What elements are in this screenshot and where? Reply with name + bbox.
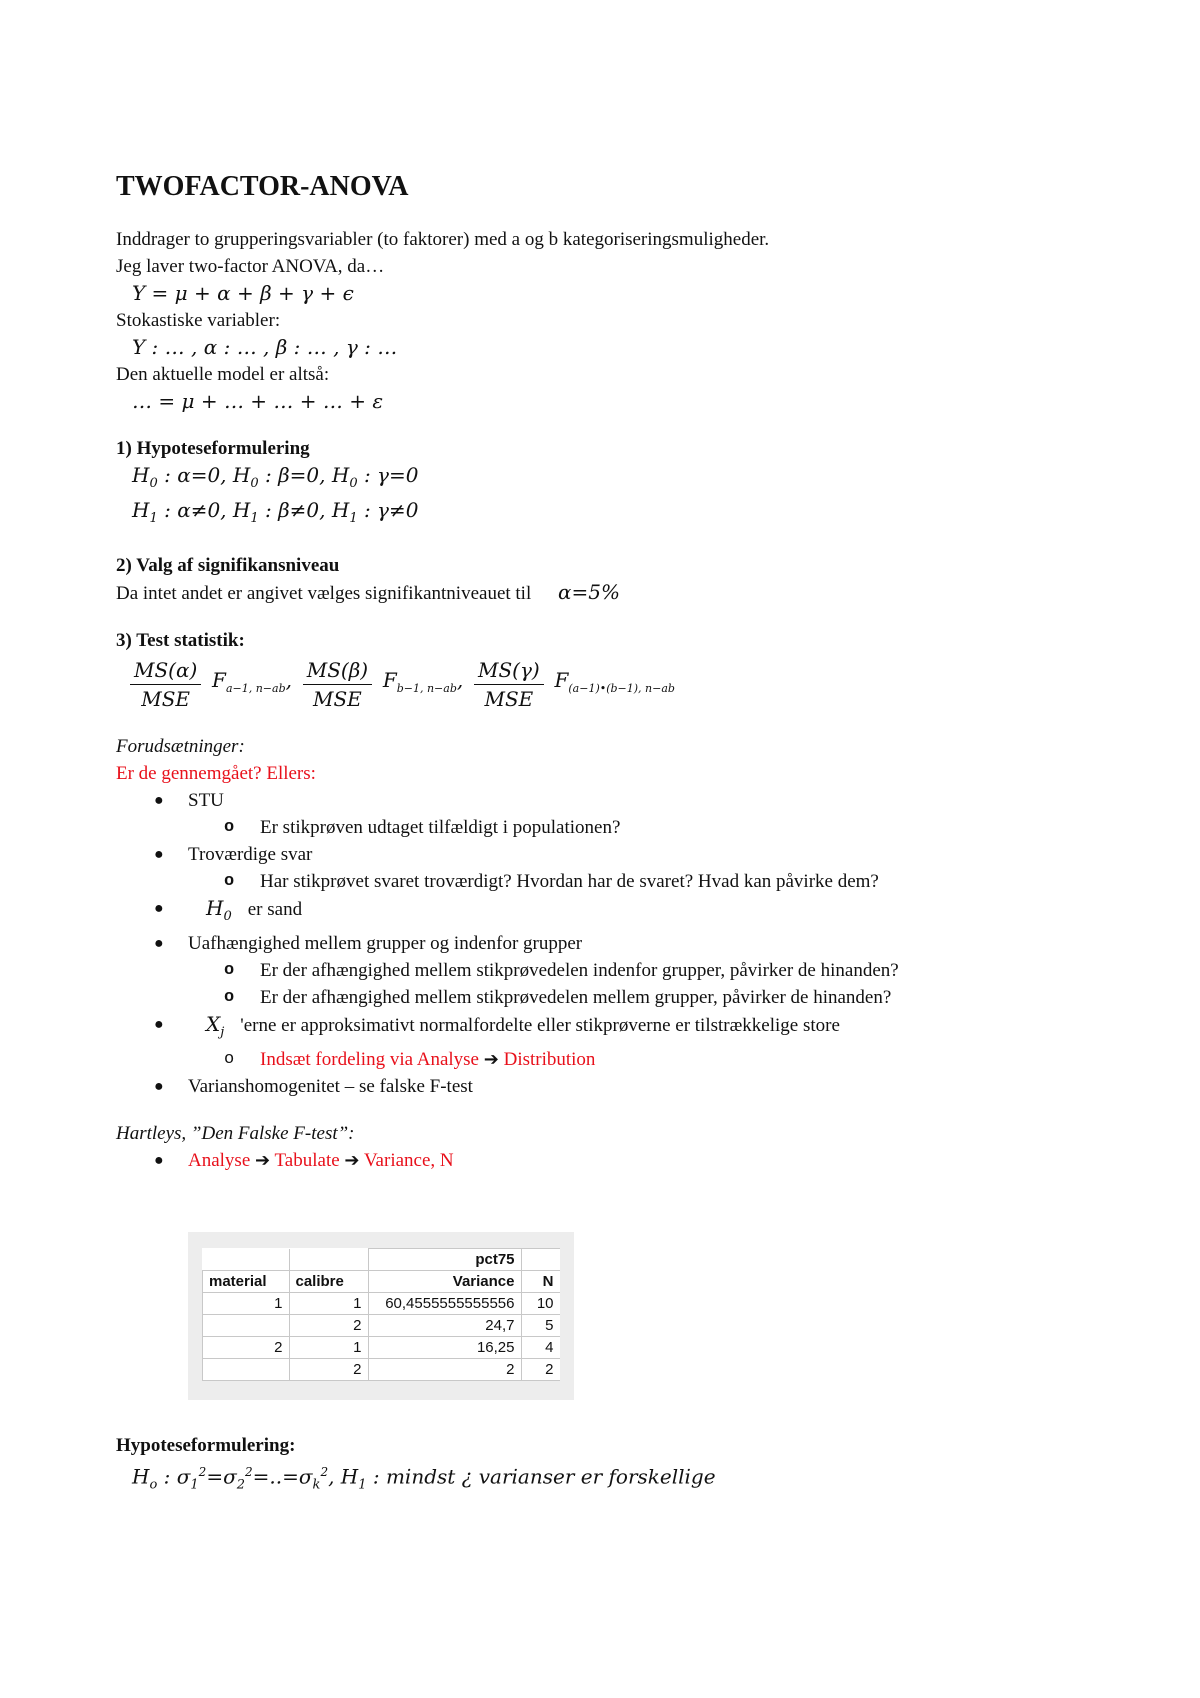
current-model-label: Den aktuelle model er altså: — [116, 364, 330, 385]
table-row: 2 24,7 5 — [203, 1315, 560, 1337]
significance-text: Da intet andet er angivet vælges signifikantniveauet til α=5% — [116, 580, 620, 604]
bullet-icon: ● — [154, 1152, 164, 1169]
bullet-icon: ● — [154, 846, 164, 863]
group-header: pct75 — [368, 1249, 521, 1271]
col-n: N — [521, 1271, 560, 1293]
hypothesis-2-section — [116, 1432, 716, 1499]
variance-table — [202, 1248, 560, 1381]
alpha-value: α=5% — [558, 580, 620, 604]
fraction-alpha: $\frac{MS(\alpha)}{\text{MSE}}$ — [130, 656, 201, 713]
list-subitem: o Er stikprøven udtaget tilfældigt i populationen? — [224, 814, 1116, 841]
bullet-icon: ● — [154, 935, 164, 952]
list-item: ● Varianshomogenitet – se falske F-test — [154, 1073, 1116, 1100]
fraction-gamma: $\frac{MS(\gamma)}{\text{MSE}}$ — [474, 656, 544, 713]
list-item: ● $X_j$ 'erne er approksimativt normalfordelte eller stikprøverne er tilstrækkelige store o Indsæt fordeling via Analyse ➔ Distribution — [154, 1011, 1116, 1073]
current-model-formula: … = μ + … + … + … + ε — [132, 389, 384, 413]
stochastic-formula: Y : … , α : … , β : … , γ : … — [132, 335, 398, 359]
intro-text-2: Jeg laver two-factor ANOVA, da… — [116, 256, 385, 277]
circle-bullet-icon: o — [224, 872, 235, 891]
col-calibre: calibre — [289, 1271, 368, 1293]
hypothesis-heading: 1) Hypoteseformulering — [116, 438, 310, 459]
list-subitem: o Har stikprøvet svaret troværdigt? Hvordan har de svaret? Hvad kan påvirke dem? — [224, 868, 1116, 895]
hartley-heading: Hartleys, ”Den Falske F-test”: — [116, 1123, 355, 1144]
circle-bullet-icon: o — [224, 818, 235, 837]
list-item: ● $H_0$ er sand — [154, 896, 303, 924]
circle-bullet-icon: o — [224, 1050, 235, 1069]
list-item: ● STU o Er stikprøven udtaget tilfældigt i populationen? — [154, 787, 1116, 841]
bullet-icon: ● — [154, 792, 164, 809]
spss-table-image — [188, 1232, 574, 1400]
arrow-right-icon: ➔ — [255, 1150, 271, 1171]
table-row: 1 1 60,4555555555556 10 — [203, 1293, 560, 1315]
assumptions-list — [116, 787, 1116, 1100]
table-row: 2 2 2 — [203, 1359, 560, 1381]
h1-formula: $H_1$ : α≠0, $H_1$ : β≠0, $H_1$ : γ≠0 — [132, 498, 419, 526]
assumptions-check: Er de gennemgået? Ellers: — [116, 763, 316, 784]
document-page — [116, 170, 1116, 1174]
arrow-right-icon: ➔ — [483, 1049, 499, 1070]
hypothesis-2-formula: $H_o$ : $\sigma_1^2=\sigma_2^2=..=\sigma_k^2$, $H_1$ : mindst ¿ varianser er forskellige — [132, 1464, 716, 1493]
list-subitem: o Indsæt fordeling via Analyse ➔ Distribution — [224, 1046, 1116, 1073]
bullet-icon: ● — [154, 1078, 164, 1095]
teststat-formulas — [130, 656, 1116, 713]
arrow-right-icon: ➔ — [344, 1150, 360, 1171]
list-item: ● Uafhængighed mellem grupper og indenfor grupper o Er der afhængighed mellem stikprøvedelen indenfor grupper, påvirker de hinanden? o Er der afhængighed mellem stikprøvedelen mellem grupper, påvirker de hinanden? — [154, 930, 1116, 1011]
table-row: 2 1 16,25 4 — [203, 1337, 560, 1359]
list-subitem: o Er der afhængighed mellem stikprøvedelen indenfor grupper, påvirker de hinanden? — [224, 957, 1116, 984]
list-subitem: o Er der afhængighed mellem stikprøvedelen mellem grupper, påvirker de hinanden? — [224, 984, 1116, 1011]
significance-heading: 2) Valg af signifikansniveau — [116, 555, 340, 576]
h0-formula: $H_0$ : α=0, $H_0$ : β=0, $H_0$ : γ=0 — [132, 463, 419, 491]
stochastic-label: Stokastiske variabler: — [116, 310, 281, 331]
list-item: ● Analyse ➔ Tabulate ➔ Variance, N — [154, 1147, 1116, 1174]
list-item: ● Troværdige svar o Har stikprøvet svaret troværdigt? Hvordan har de svaret? Hvad kan påvirke dem? — [154, 841, 1116, 895]
circle-bullet-icon: o — [224, 961, 235, 980]
bullet-icon: ● — [154, 900, 164, 917]
f-dist-gamma: $F_{(a-1)•(b-1), n-ab}$ — [554, 668, 675, 695]
hartley-list — [116, 1147, 1116, 1174]
fraction-beta: $\frac{MS(\beta)}{\text{MSE}}$ — [303, 656, 372, 713]
bullet-icon: ● — [154, 1016, 164, 1033]
assumptions-heading: Forudsætninger: — [116, 736, 245, 757]
teststat-heading: 3) Test statistik: — [116, 630, 245, 651]
page-title: TWOFACTOR-ANOVA — [116, 171, 409, 202]
col-material: material — [203, 1271, 290, 1293]
col-variance: Variance — [368, 1271, 521, 1293]
circle-bullet-icon: o — [224, 988, 235, 1007]
f-dist-alpha: $F_{a-1, n-ab}$, — [212, 668, 292, 695]
model-formula: Y = μ + α + β + γ + ϵ — [132, 281, 354, 305]
f-dist-beta: $F_{b-1, n-ab}$, — [382, 668, 464, 695]
hypothesis-2-heading: Hypoteseformulering: — [116, 1435, 296, 1456]
intro-text: Inddrager to grupperingsvariabler (to faktorer) med a og b kategoriseringsmuligheder. — [116, 229, 770, 250]
